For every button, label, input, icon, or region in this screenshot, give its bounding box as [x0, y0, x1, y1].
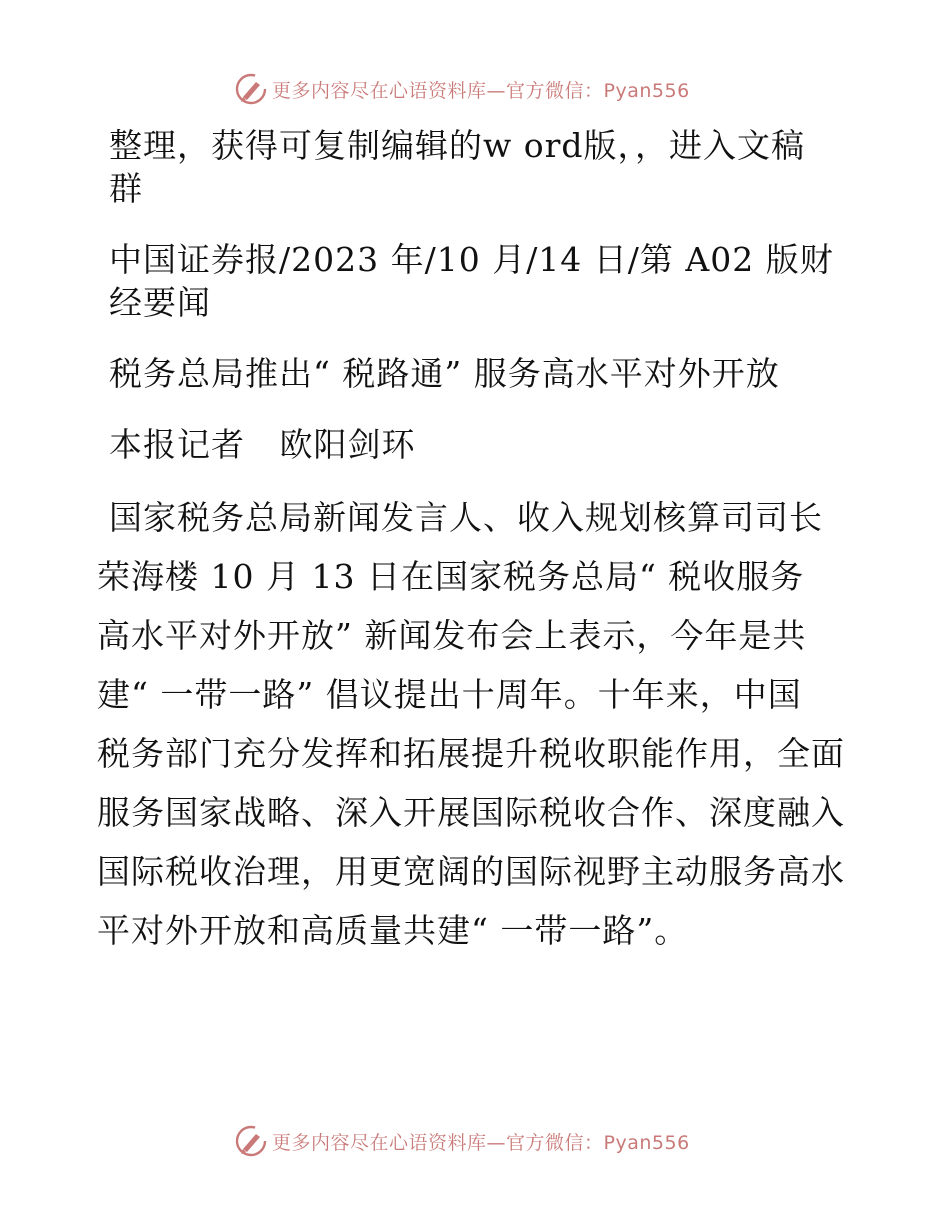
text-line: 建“ 一带一路” 倡议提出十周年。十年来，中国: [97, 675, 802, 714]
document-body: [97, 124, 867, 988]
byline-text: 本报记者 欧阳剑环: [109, 425, 416, 464]
intro-paragraph: [97, 124, 867, 210]
text-line: 高水平对外开放” 新闻发布会上表示，今年是共: [97, 616, 807, 655]
text-line: 中国证券报/2023 年/10 月/14 日/第 A02 版财: [109, 240, 834, 279]
text-line: 经要闻: [109, 283, 211, 322]
article-headline: [97, 352, 867, 395]
headline-text: 税务总局推出“ 税路通” 服务高水平对外开放: [109, 354, 780, 393]
text-line: 平对外开放和高质量共建“ 一带一路”。: [97, 911, 689, 950]
watermark-footer: [234, 1124, 690, 1158]
text-line: 国家税务总局新闻发言人、收入规划核算司司长: [109, 498, 823, 537]
watermark-text: 更多内容尽在心语资料库—官方微信：Pyan556: [272, 79, 690, 102]
pen-logo-icon: [234, 72, 268, 106]
source-line: [97, 238, 867, 324]
article-paragraph: [97, 488, 867, 960]
watermark-header: [234, 72, 690, 106]
text-line: 税务部门充分发挥和拓展提升税收职能作用，全面: [97, 734, 845, 773]
text-line: 荣海楼 10 月 13 日在国家税务总局“ 税收服务: [97, 557, 805, 596]
text-line: 整理，获得可复制编辑的w ord版，，进入文稿: [109, 126, 806, 165]
text-line: 服务国家战略、深入开展国际税收合作、深度融入: [97, 793, 845, 832]
watermark-text: 更多内容尽在心语资料库—官方微信：Pyan556: [272, 1131, 690, 1154]
text-line: 群: [109, 169, 143, 208]
article-byline: [97, 423, 867, 466]
text-line: 国际税收治理，用更宽阔的国际视野主动服务高水: [97, 852, 845, 891]
pen-logo-icon: [234, 1124, 268, 1158]
